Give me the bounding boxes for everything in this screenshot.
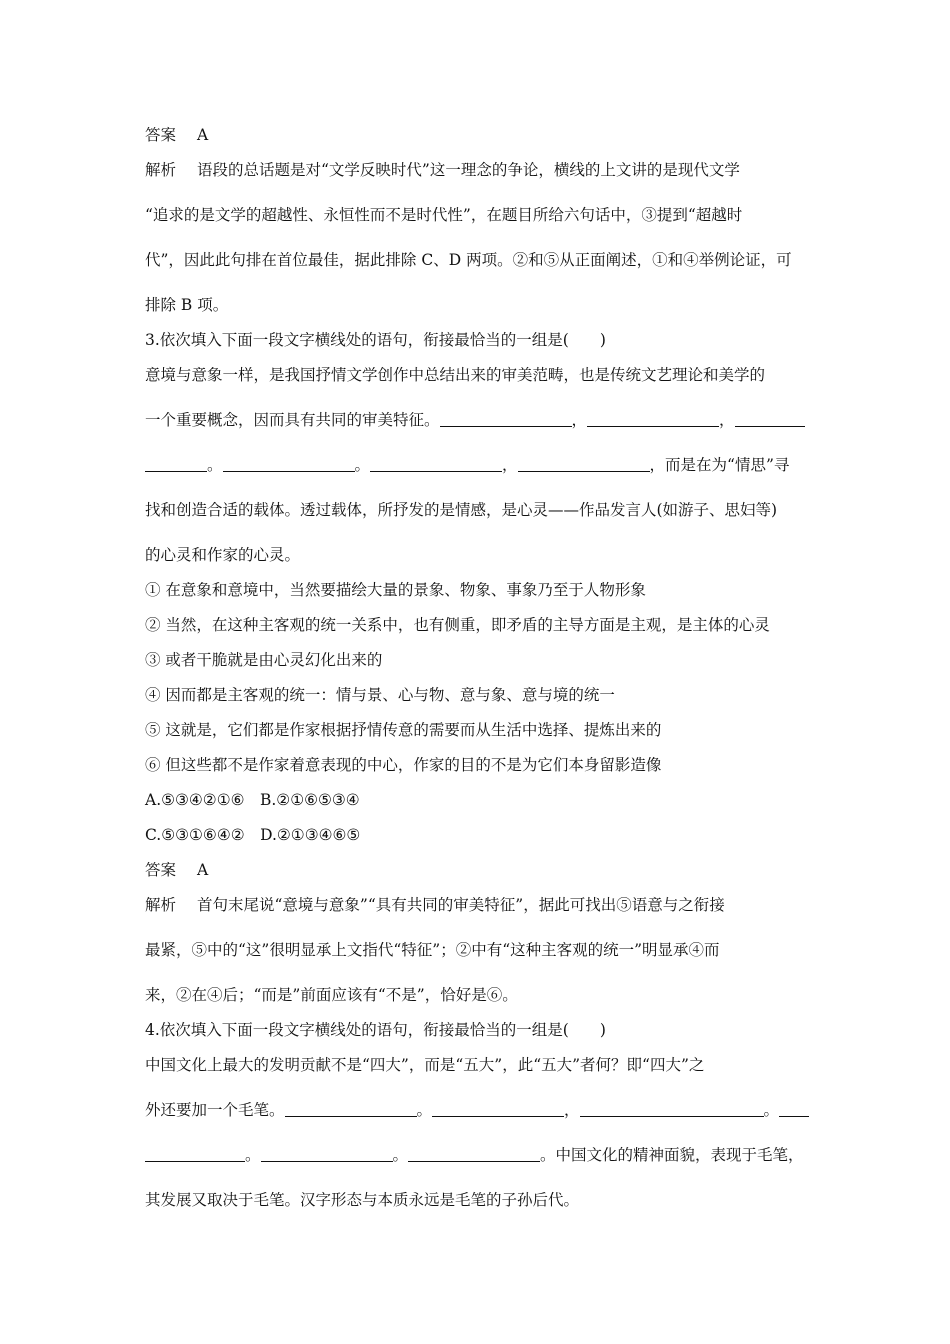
q4-passage-line-4: 其发展又取决于毛笔。汉字形态与本质永远是毛笔的子孙后代。 xyxy=(145,1191,580,1209)
answer-value: A xyxy=(197,126,209,144)
blank-4 xyxy=(223,457,355,472)
q3-choices-row-1: A.⑤③④②①⑥ B.②①⑥⑤③④ xyxy=(145,791,360,809)
q2-analysis-line-1 xyxy=(145,159,807,181)
blank-2 xyxy=(432,1102,564,1117)
q3-analysis-line-2: 最紧，⑤中的“这”很明显承上文指代“特征”；②中有“这种主客观的统一”明显承④而 xyxy=(145,941,720,959)
q2-analysis-line-4: 排除 B 项。 xyxy=(145,296,229,314)
q2-analysis-line-3: 代”，因此此句排在首位最佳，据此排除 C、D 两项。②和⑤从正面阐述，①和④举例论证，可 xyxy=(145,251,792,269)
blank-3 xyxy=(580,1102,764,1117)
passage-text: 外还要加一个毛笔。 xyxy=(145,1101,285,1119)
punct: 。 xyxy=(763,1101,780,1119)
q3-option-6: ⑥ 但这些都不是作家着意表现的中心，作家的目的不是为它们本身留影造像 xyxy=(145,756,662,774)
punct: ， xyxy=(502,456,518,474)
document-page xyxy=(145,124,807,1211)
q4-stem: 4.依次填入下面一段文字横线处的语句，衔接最恰当的一组是( ) xyxy=(145,1021,606,1039)
punct: 。 xyxy=(392,1146,409,1164)
blank-1 xyxy=(285,1102,417,1117)
q4-passage-line-1: 中国文化上最大的发明贡献不是“四大”，而是“五大”，此“五大”者何？即“四大”之 xyxy=(145,1056,705,1074)
q3-option-1: ① 在意象和意境中，当然要描绘大量的景象、物象、事象乃至于人物形象 xyxy=(145,581,646,599)
analysis-text: 首句末尾说“意境与意象”“具有共同的审美特征”，据此可找出⑤语意与之衔接 xyxy=(197,896,725,914)
q3-passage-line-2 xyxy=(145,409,807,431)
blank-5 xyxy=(370,457,502,472)
blank-3-end xyxy=(145,457,207,472)
passage-text: ，而是在为“情思”寻 xyxy=(649,456,790,474)
analysis-label: 解析 xyxy=(145,161,177,179)
answer-value: A xyxy=(197,861,209,879)
q2-analysis-line-2: “追求的是文学的超越性、永恒性而不是时代性”，在题目所给六句话中，③提到“超越时 xyxy=(145,206,743,224)
punct: ， xyxy=(571,411,588,429)
q3-option-3: ③ 或者干脆就是由心灵幻化出来的 xyxy=(145,651,383,669)
q3-analysis-line-3: 来，②在④后；“而是”前面应该有“不是”，恰好是⑥。 xyxy=(145,986,518,1004)
q3-passage-line-1: 意境与意象一样，是我国抒情文学创作中总结出来的审美范畴，也是传统文艺理论和美学的 xyxy=(145,366,766,384)
blank-6 xyxy=(408,1147,540,1162)
punct: 。 xyxy=(245,1146,261,1164)
blank-6 xyxy=(518,457,650,472)
blank-5 xyxy=(261,1147,393,1162)
punct: ， xyxy=(719,411,735,429)
blank-4-start xyxy=(779,1102,809,1117)
blank-1 xyxy=(440,412,572,427)
q4-passage-line-3 xyxy=(145,1144,807,1166)
answer-label: 答案 xyxy=(145,861,177,879)
blank-4-end xyxy=(145,1147,245,1162)
q3-option-5: ⑤ 这就是，它们都是作家根据抒情传意的需要而从生活中选择、提炼出来的 xyxy=(145,721,662,739)
punct: 。 xyxy=(354,456,371,474)
q3-option-2: ② 当然，在这种主客观的统一关系中，也有侧重，即矛盾的主导方面是主观，是主体的心灵 xyxy=(145,616,770,634)
q3-passage-line-3 xyxy=(145,454,807,476)
q3-option-4: ④ 因而都是主客观的统一：情与景、心与物、意与象、意与境的统一 xyxy=(145,686,615,704)
q2-answer xyxy=(145,124,807,146)
punct: 。 xyxy=(207,456,223,474)
blank-3-start xyxy=(735,412,805,427)
blank-2 xyxy=(587,412,719,427)
passage-text: 一个重要概念，因而具有共同的审美特征。 xyxy=(145,411,440,429)
q3-passage-line-5: 的心灵和作家的心灵。 xyxy=(145,546,301,564)
q3-stem: 3.依次填入下面一段文字横线处的语句，衔接最恰当的一组是( ) xyxy=(145,331,606,349)
q3-answer xyxy=(145,859,807,881)
answer-label: 答案 xyxy=(145,126,177,144)
analysis-label: 解析 xyxy=(145,896,177,914)
passage-text: 。中国文化的精神面貌，表现于毛笔， xyxy=(540,1146,804,1164)
analysis-text: 语段的总话题是对“文学反映时代”这一理念的争论，横线的上文讲的是现代文学 xyxy=(197,161,740,179)
q4-passage-line-2 xyxy=(145,1099,807,1121)
q3-choices-row-2: C.⑤③①⑥④② D.②①③④⑥⑤ xyxy=(145,826,361,844)
q3-analysis-line-1 xyxy=(145,894,807,916)
punct: 。 xyxy=(416,1101,433,1119)
punct: ， xyxy=(564,1101,580,1119)
q3-passage-line-4: 找和创造合适的载体。透过载体，所抒发的是情感，是心灵——作品发言人(如游子、思妇等) xyxy=(145,501,778,519)
